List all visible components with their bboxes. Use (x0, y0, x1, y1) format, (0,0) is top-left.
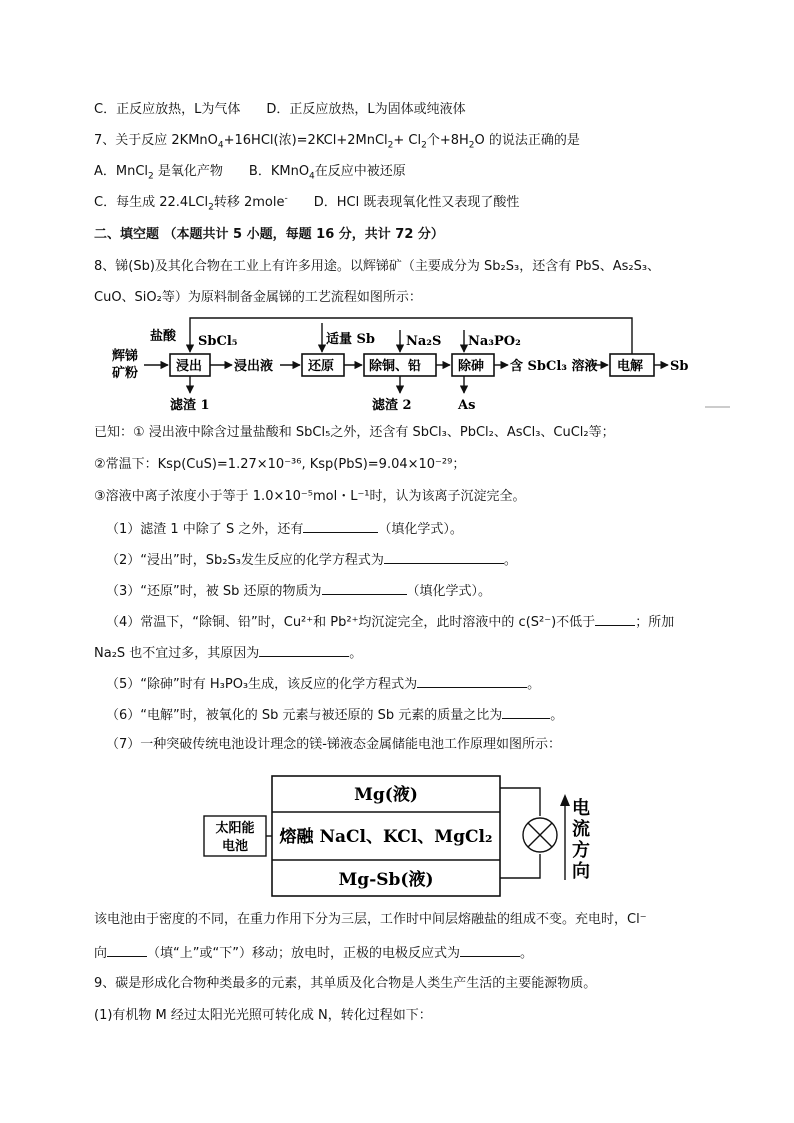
answer-blank[interactable] (322, 581, 407, 595)
answer-blank[interactable] (460, 943, 520, 957)
current-direction-label: 流 (572, 819, 590, 840)
as-step-label: 除砷 (458, 359, 485, 374)
answer-blank[interactable] (502, 705, 550, 719)
residue-1: 滤渣 1 (170, 398, 210, 413)
top-layer-label: Mg(液) (354, 785, 418, 805)
process-flowchart (100, 315, 740, 415)
q8-part6: （6）“电解”时，被氧化的 Sb 元素与被还原的 Sb 元素的质量之比为 。 (106, 705, 563, 725)
solar-cell-label-2: 电池 (221, 839, 249, 854)
na3po2-reagent: Na₃PO₂ (468, 334, 521, 349)
raw-material-label-2: 矿粉 (112, 366, 139, 381)
leachate-label: 浸出液 (234, 359, 274, 374)
q8-part5: （5）“除砷”时有 H₃PO₃生成，该反应的化学方程式为 。 (106, 674, 540, 694)
answer-blank[interactable] (384, 550, 504, 564)
q8-intro-line2: CuO、SiO₂等）为原料制备金属锑的工艺流程如图所示： (94, 290, 422, 305)
q8-part7: （7）一种突破传统电池设计理念的镁-锑液态金属储能电池工作原理如图所示： (106, 737, 561, 752)
answer-blank[interactable] (303, 519, 378, 533)
product-label: Sb (670, 359, 689, 374)
q8-part4-cont: Na₂S 也不宜过多，其原因为 。 (94, 643, 362, 663)
q9-stem: 9、碳是形成化合物种类最多的元素，其单质及化合物是人类生产生活的主要能源物质。 (94, 976, 597, 991)
reduce-step-label: 还原 (308, 359, 335, 374)
electrolysis-step-label: 电解 (617, 359, 644, 374)
answer-blank[interactable] (417, 674, 527, 688)
q6-options-cd: C．正反应放热，L为气体 D．正反应放热，L为固体或纯液体 (94, 102, 466, 117)
q8-part3: （3）“还原”时，被 Sb 还原的物质为 （填化学式）。 (106, 581, 491, 601)
current-direction-label: 向 (572, 861, 590, 882)
lamp-icon (523, 818, 557, 852)
q8-part1: （1）滤渣 1 中除了 S 之外，还有 （填化学式）。 (106, 519, 463, 539)
solution-label: 含 SbCl₃ 溶液 (510, 359, 598, 374)
battery-text-line1: 该电池由于密度的不同，在重力作用下分为三层，工作时中间层熔融盐的组成不变。充电时，Cl⁻ (94, 912, 647, 927)
middle-layer-label: 熔融 NaCl、KCl、MgCl₂ (279, 827, 493, 847)
battery-diagram (200, 768, 610, 903)
residue-2: 滤渣 2 (372, 398, 412, 413)
cupb-step-label: 除铜、铅 (369, 359, 422, 374)
solar-cell-label: 太阳能 (215, 821, 255, 836)
section-heading: 二、填空题 （本题共计 5 小题，每题 16 分，共计 72 分） (94, 227, 444, 242)
hcl-reagent: 盐酸 (150, 329, 177, 344)
q7-options-cd: C．每生成 22.4LCl$_2$转移 2mole- D．HCl 既表现氧化性又表现了酸性 (94, 193, 520, 213)
current-direction-label: 电 (572, 798, 590, 819)
q7-stem: 7、关于反应 2KMnO$_4$+16HCl(浓)=2KCl+2MnCl$_2$+ $Cl_2$个$+8H_2O$ 的说法正确的是 (94, 133, 580, 151)
q7-options-ab: A．MnCl$_2$ 是氧化产物 B．KMnO$_4$在反应中被还原 (94, 164, 406, 182)
battery-text-line2: 向 （填“上”或“下”）移动；放电时，正极的电极反应式为 。 (94, 943, 533, 963)
bottom-layer-label: Mg-Sb(液) (338, 870, 434, 890)
known-1: 已知：① 浸出液中除含过量盐酸和 SbCl₅之外，还含有 SbCl₃、PbCl₂、AsCl₃、CuCl₂等； (94, 425, 615, 440)
sb-reagent: 适量 Sb (326, 332, 376, 347)
as-output: As (458, 398, 476, 413)
raw-material-label: 辉锑 (112, 349, 139, 364)
answer-blank[interactable] (595, 612, 635, 626)
q8-intro-line1: 8、锑(Sb)及其化合物在工业上有许多用途。以辉锑矿（主要成分为 Sb₂S₃，还含有 PbS、As₂S₃、 (94, 259, 661, 274)
answer-blank[interactable] (259, 643, 349, 657)
current-direction-label: 方 (572, 840, 590, 861)
known-3: ③溶液中离子浓度小于等于 1.0×10⁻⁵mol・L⁻¹时，认为该离子沉淀完全。 (94, 489, 526, 504)
leach-step-label: 浸出 (176, 359, 203, 374)
q9-part1: (1)有机物 M 经过太阳光光照可转化成 N，转化过程如下： (94, 1008, 432, 1023)
q8-part2: （2）“浸出”时，Sb₂S₃发生反应的化学方程式为 。 (106, 550, 517, 570)
q8-part4: （4）常温下，“除铜、铅”时，Cu²⁺和 Pb²⁺均沉淀完全，此时溶液中的 c(S²⁻)不低于 ；所加 (106, 612, 674, 632)
na2s-reagent: Na₂S (406, 334, 442, 349)
answer-blank[interactable] (107, 943, 147, 957)
sbcl5-reagent: SbCl₅ (198, 334, 238, 349)
known-2: ②常温下：Ksp(CuS)=1.27×10⁻³⁶, Ksp(PbS)=9.04×10⁻²⁹； (94, 457, 466, 472)
